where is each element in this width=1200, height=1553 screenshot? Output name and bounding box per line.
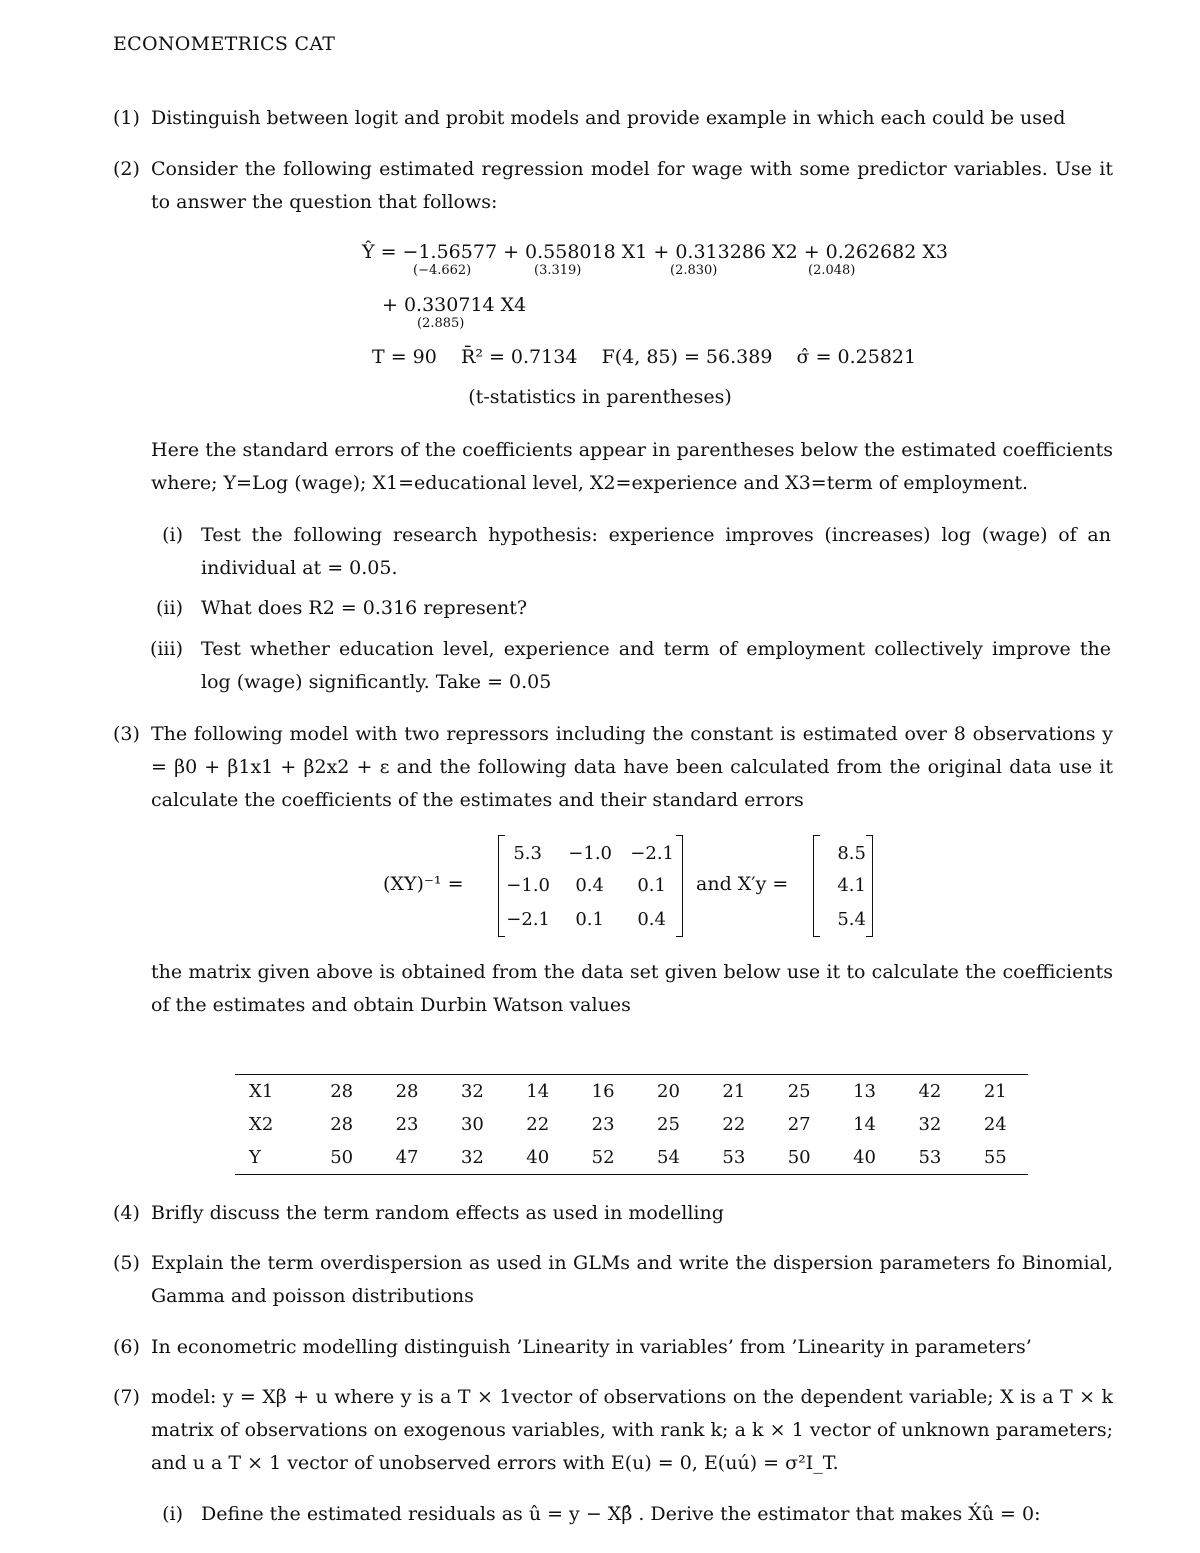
- data-table: [235, 1074, 1028, 1175]
- question-6: [113, 1331, 1113, 1364]
- table-cell: 23: [591, 1114, 615, 1135]
- page-title: ECONOMETRICS CAT: [113, 33, 336, 55]
- matrix-cell: −2.1: [630, 843, 674, 864]
- table-cell: 42: [897, 1075, 962, 1109]
- table-row: [235, 1075, 1028, 1109]
- sub-question-text: Define the estimated residuals as û = y − Xβ̂ . Derive the estimator that makes X́û = 0:: [201, 1503, 1041, 1525]
- question-text: In econometric modelling distinguish ’Linearity in variables’ from ’Linearity in parameters’: [151, 1336, 1032, 1358]
- table-cell: 22: [526, 1114, 550, 1135]
- table-cell: 28: [374, 1075, 439, 1109]
- t-stat: (3.319): [534, 263, 582, 278]
- table-cell: 54: [636, 1141, 701, 1175]
- table-cell: 32: [918, 1114, 942, 1135]
- question-text: Distinguish between logit and probit models and provide example in which each could be used: [151, 107, 1066, 129]
- table-cell: 32: [440, 1141, 505, 1175]
- table-cell: 25: [657, 1114, 680, 1135]
- table-cell: 20: [636, 1075, 701, 1109]
- table-cell: 50: [767, 1141, 832, 1175]
- regression-equation-line-2: + 0.330714 X4: [382, 294, 527, 316]
- question-text: Explain the term overdispersion as used in GLMs and write the dispersion parameters fo Binomial, Gamma and poisson distributions: [151, 1252, 1113, 1307]
- table-cell: 13: [832, 1075, 897, 1109]
- table-cell: 14: [505, 1075, 570, 1109]
- table-cell: 40: [505, 1141, 570, 1175]
- sub-question: [151, 592, 1111, 625]
- table-row: [235, 1141, 1028, 1175]
- question-text: The following model with two repressors including the constant is estimated over 8 observations y = β0 + β1x1 + β2x2 + ε and the following data have been calculated from the original data use it calculate the coefficients of the estimates and their standard errors: [151, 723, 1113, 811]
- table-cell: 24: [983, 1114, 1007, 1135]
- matrix-cell: −2.1: [506, 909, 550, 930]
- vector-cell: 5.4: [837, 909, 866, 930]
- sub-question: [151, 519, 1111, 585]
- table-cell: 50: [309, 1141, 374, 1175]
- regression-statistics: T = 90 R̄² = 0.7134 F(4, 85) = 56.389 σ̂ = 0.25821: [372, 346, 917, 368]
- row-label: Y: [235, 1141, 309, 1175]
- row-label: X2: [249, 1114, 274, 1135]
- table-cell: 52: [570, 1141, 635, 1175]
- matrix-cell: −1.0: [506, 875, 550, 896]
- table-cell: 30: [460, 1114, 484, 1135]
- question-text: Consider the following estimated regression model for wage with some predictor variables. Use it to answer the question that follows:: [151, 158, 1113, 213]
- row-label: X1: [235, 1075, 309, 1109]
- question-number: (1): [113, 107, 140, 129]
- question-text: model: y = Xβ + u where y is a T × 1vector of observations on the dependent variable; X is a T × k matrix of observations on exogenous variables, with rank k; a k × 1 vector of unknown parameters; and u a T × 1 vector of unobserved errors with E(u) = 0, E(uú) = σ²I_T.: [151, 1386, 1113, 1474]
- table-cell: 53: [701, 1141, 766, 1175]
- vector-label: and X′y =: [696, 873, 789, 895]
- question-5: [113, 1247, 1113, 1313]
- table-cell: 40: [832, 1141, 897, 1175]
- table-cell: 23: [395, 1114, 419, 1135]
- matrix-cell: 5.3: [513, 843, 542, 864]
- sub-question-text: What does R2 = 0.316 represent?: [201, 597, 528, 619]
- table-cell: 16: [570, 1075, 635, 1109]
- sub-question-number: (ii): [156, 597, 183, 619]
- sub-question: [151, 633, 1111, 699]
- vector-right-bracket: [866, 835, 873, 937]
- table-cell: 47: [374, 1141, 439, 1175]
- t-stat-note: (t-statistics in parentheses): [468, 386, 732, 408]
- question-number: (5): [113, 1252, 140, 1274]
- vector-cell: 4.1: [837, 875, 866, 896]
- sub-question: [151, 1498, 1111, 1531]
- question-text: Brifly discuss the term random effects as used in modelling: [151, 1202, 724, 1224]
- question-2-paragraph: Here the standard errors of the coefficients appear in parentheses below the estimated coefficients where; Y=Log (wage); X1=educational level, X2=experience and X3=term of employment.: [151, 439, 1113, 494]
- matrix-right-bracket: [676, 835, 683, 937]
- matrix-cell: −1.0: [568, 843, 612, 864]
- table-cell: 14: [853, 1114, 876, 1135]
- table-cell: 21: [701, 1075, 766, 1109]
- table-cell: 21: [963, 1075, 1028, 1109]
- table-cell: 55: [963, 1141, 1028, 1175]
- question-3: [113, 718, 1113, 817]
- t-stat: (2.830): [670, 263, 718, 278]
- question-number: (6): [113, 1336, 140, 1358]
- question-number: (3): [113, 723, 140, 745]
- table-row: [235, 1108, 1028, 1141]
- question-number: (4): [113, 1202, 140, 1224]
- vector-left-bracket: [813, 835, 820, 937]
- t-stat: (2.885): [417, 316, 465, 331]
- question-7: [113, 1381, 1113, 1480]
- question-number: (7): [113, 1386, 140, 1408]
- table-cell: 27: [787, 1114, 811, 1135]
- question-number: (2): [113, 158, 140, 180]
- matrix-label: (XY)⁻¹ =: [383, 873, 464, 895]
- question-1: [113, 102, 1113, 135]
- table-cell: 28: [309, 1075, 374, 1109]
- matrix-cell: 0.4: [575, 875, 604, 896]
- t-stat: (−4.662): [413, 263, 472, 278]
- regression-equation-line-1: Ŷ = −1.56577 + 0.558018 X1 + 0.313286 X2 + 0.262682 X3: [362, 241, 948, 263]
- question-2: [113, 153, 1113, 219]
- table-cell: 22: [722, 1114, 746, 1135]
- vector-cell: 8.5: [837, 843, 866, 864]
- t-stat: (2.048): [808, 263, 856, 278]
- table-cell: 53: [897, 1141, 962, 1175]
- table-cell: 32: [440, 1075, 505, 1109]
- question-4: [113, 1197, 1113, 1230]
- sub-question-number: (i): [162, 524, 183, 546]
- sub-question-text: Test whether education level, experience and term of employment collectively improve the log (wage) significantly. Take = 0.05: [201, 638, 1111, 693]
- matrix-cell: 0.1: [575, 909, 604, 930]
- sub-question-number: (iii): [149, 638, 183, 660]
- sub-question-number: (i): [162, 1503, 183, 1525]
- matrix-cell: 0.1: [637, 875, 666, 896]
- matrix-cell: 0.4: [637, 909, 666, 930]
- table-cell: 25: [767, 1075, 832, 1109]
- question-3-paragraph: the matrix given above is obtained from the data set given below use it to calculate the coefficients of the estimates and obtain Durbin Watson values: [151, 961, 1113, 1016]
- sub-question-text: Test the following research hypothesis: experience improves (increases) log (wage) of an individual at = 0.05.: [201, 524, 1111, 579]
- table-cell: 28: [330, 1114, 354, 1135]
